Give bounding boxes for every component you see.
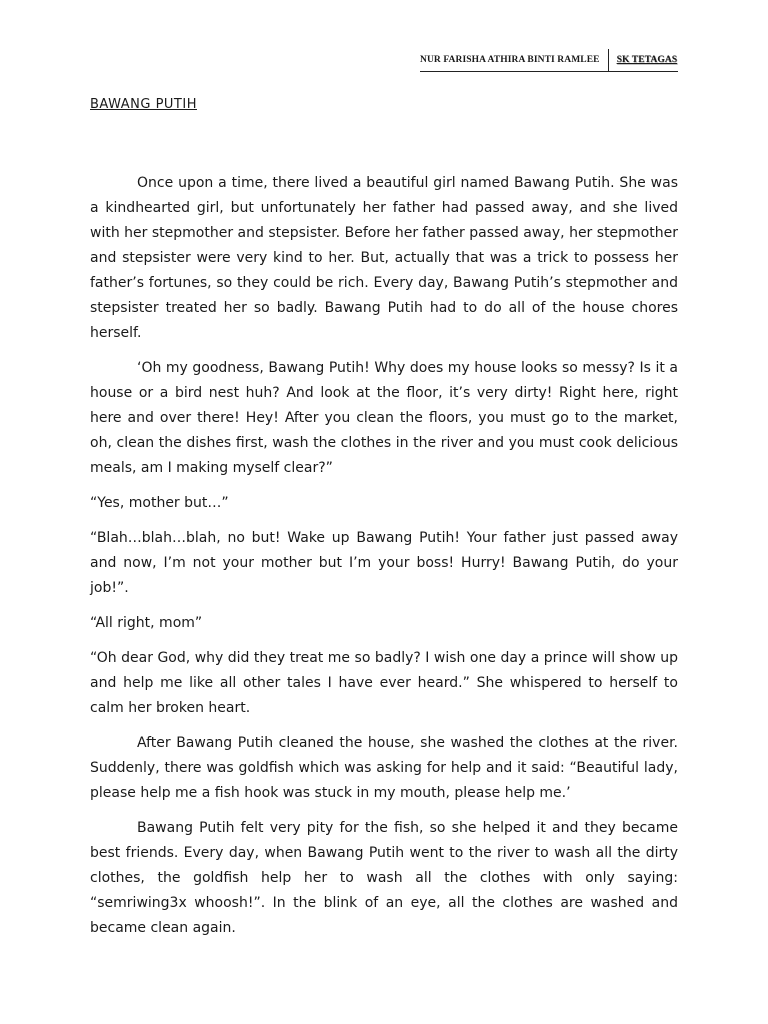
author-name: NUR FARISHA ATHIRA BINTI RAMLEE (420, 55, 600, 65)
paragraph: “Oh dear God, why did they treat me so badly? I wish one day a prince will show up and help me like all other tales I have ever heard.” She whispered to herself to calm her broken heart. (90, 650, 678, 716)
school-name: SK TETAGAS (616, 55, 678, 65)
header-rule (420, 71, 678, 72)
paragraph: ‘Oh my goodness, Bawang Putih! Why does my house looks so messy? Is it a house or a bird nest huh? And look at the floor, it’s very dirty! Right here, right here and over there! Hey! After you clean the floors, you must go to the market, oh, clean the dishes first, wash the clothes in the river and you must cook delicious meals, am I making myself clear?” (90, 360, 678, 476)
paragraph: “Blah…blah…blah, no but! Wake up Bawang Putih! Your father just passed away and now, I’m not your mother but I’m your boss! Hurry! Bawang Putih, do your job!”. (90, 530, 678, 596)
paragraph: “All right, mom” (90, 615, 203, 631)
paragraph: “Yes, mother but…” (90, 495, 229, 511)
paragraph: After Bawang Putih cleaned the house, she washed the clothes at the river. Suddenly, there was goldfish which was asking for help and it said: “Beautiful lady, please help me a fish hook was stuck in my mouth, please help me.’ (90, 735, 678, 801)
paragraph: Once upon a time, there lived a beautiful girl named Bawang Putih. She was a kindhearted girl, but unfortunately her father had passed away, and she lived with her stepmother and stepsister. Before her father passed away, her stepmother and stepsister were very kind to her. But, actually that was a trick to possess her father’s fortunes, so they could be rich. Every day, Bawang Putih’s stepmother and stepsister treated her so badly. Bawang Putih had to do all of the house chores herself. (90, 175, 678, 341)
paragraph: Bawang Putih felt very pity for the fish, so she helped it and they became best friends. Every day, when Bawang Putih went to the river to wash all the dirty clothes, the goldfish help her to wash all the clothes with only saying: “semriwing3x whoosh!”. In the blink of an eye, all the clothes are washed and became clean again. (90, 820, 678, 936)
page-header (420, 49, 677, 71)
story-title: BAWANG PUTIH (90, 97, 197, 112)
story-body (90, 171, 678, 951)
